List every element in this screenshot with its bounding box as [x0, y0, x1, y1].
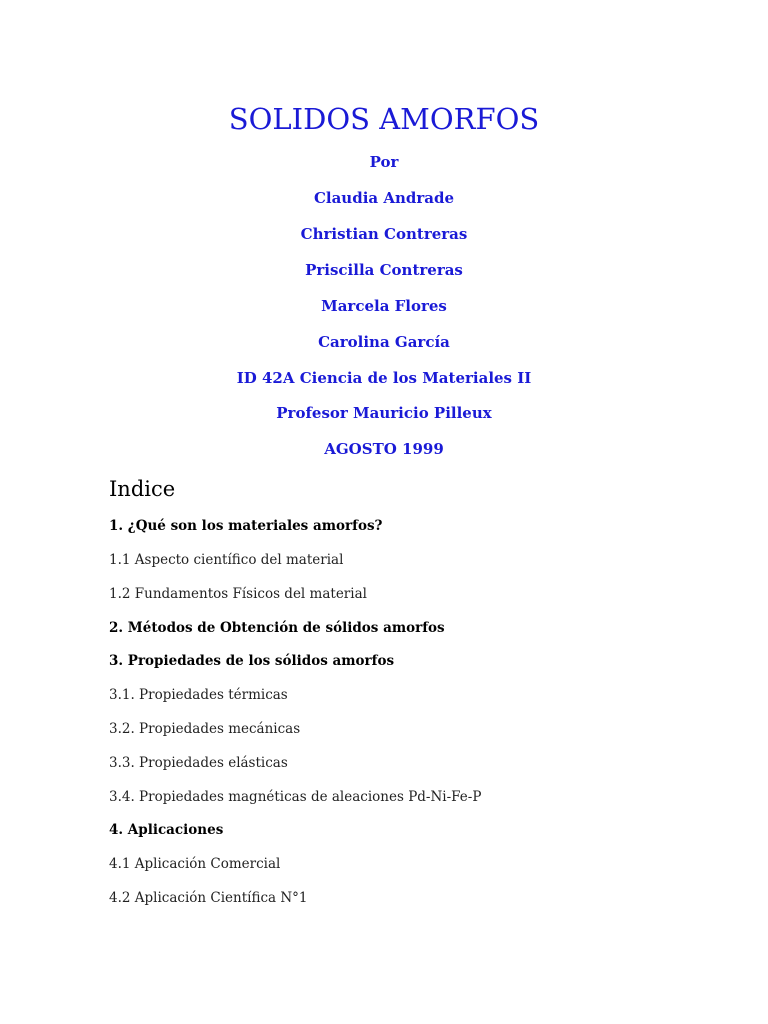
- author-name: Marcela Flores: [321, 297, 447, 315]
- toc-subsection[interactable]: 3.4. Propiedades magnéticas de aleaciones Pd-Ni-Fe-P: [109, 789, 482, 805]
- professor-name: Profesor Mauricio Pilleux: [276, 404, 492, 422]
- author-name: Claudia Andrade: [313, 189, 455, 207]
- document-title: SOLIDOS AMORFOS: [228, 102, 540, 136]
- toc-section[interactable]: 2. Métodos de Obtención de sólidos amorfos: [109, 620, 445, 636]
- toc-subsection[interactable]: 1.1 Aspecto científico del material: [109, 552, 344, 568]
- toc-section[interactable]: 4. Aplicaciones: [109, 822, 224, 838]
- byline-por: Por: [369, 153, 399, 171]
- index-heading: Indice: [109, 477, 176, 501]
- toc-subsection[interactable]: 4.2 Aplicación Científica N°1: [109, 890, 308, 906]
- toc-subsection[interactable]: 1.2 Fundamentos Físicos del material: [109, 586, 367, 602]
- toc-subsection[interactable]: 3.3. Propiedades elásticas: [109, 755, 288, 771]
- toc-section[interactable]: 1. ¿Qué son los materiales amorfos?: [109, 518, 383, 534]
- author-name: Priscilla Contreras: [305, 261, 463, 279]
- document-date: AGOSTO 1999: [324, 440, 444, 458]
- author-name: Christian Contreras: [300, 225, 468, 243]
- toc-subsection[interactable]: 4.1 Aplicación Comercial: [109, 856, 281, 872]
- toc-section[interactable]: 3. Propiedades de los sólidos amorfos: [109, 653, 395, 669]
- toc-subsection[interactable]: 3.1. Propiedades térmicas: [109, 687, 288, 703]
- author-name: Carolina García: [318, 333, 450, 351]
- toc-subsection[interactable]: 3.2. Propiedades mecánicas: [109, 721, 301, 737]
- course-name: ID 42A Ciencia de los Materiales II: [236, 369, 532, 387]
